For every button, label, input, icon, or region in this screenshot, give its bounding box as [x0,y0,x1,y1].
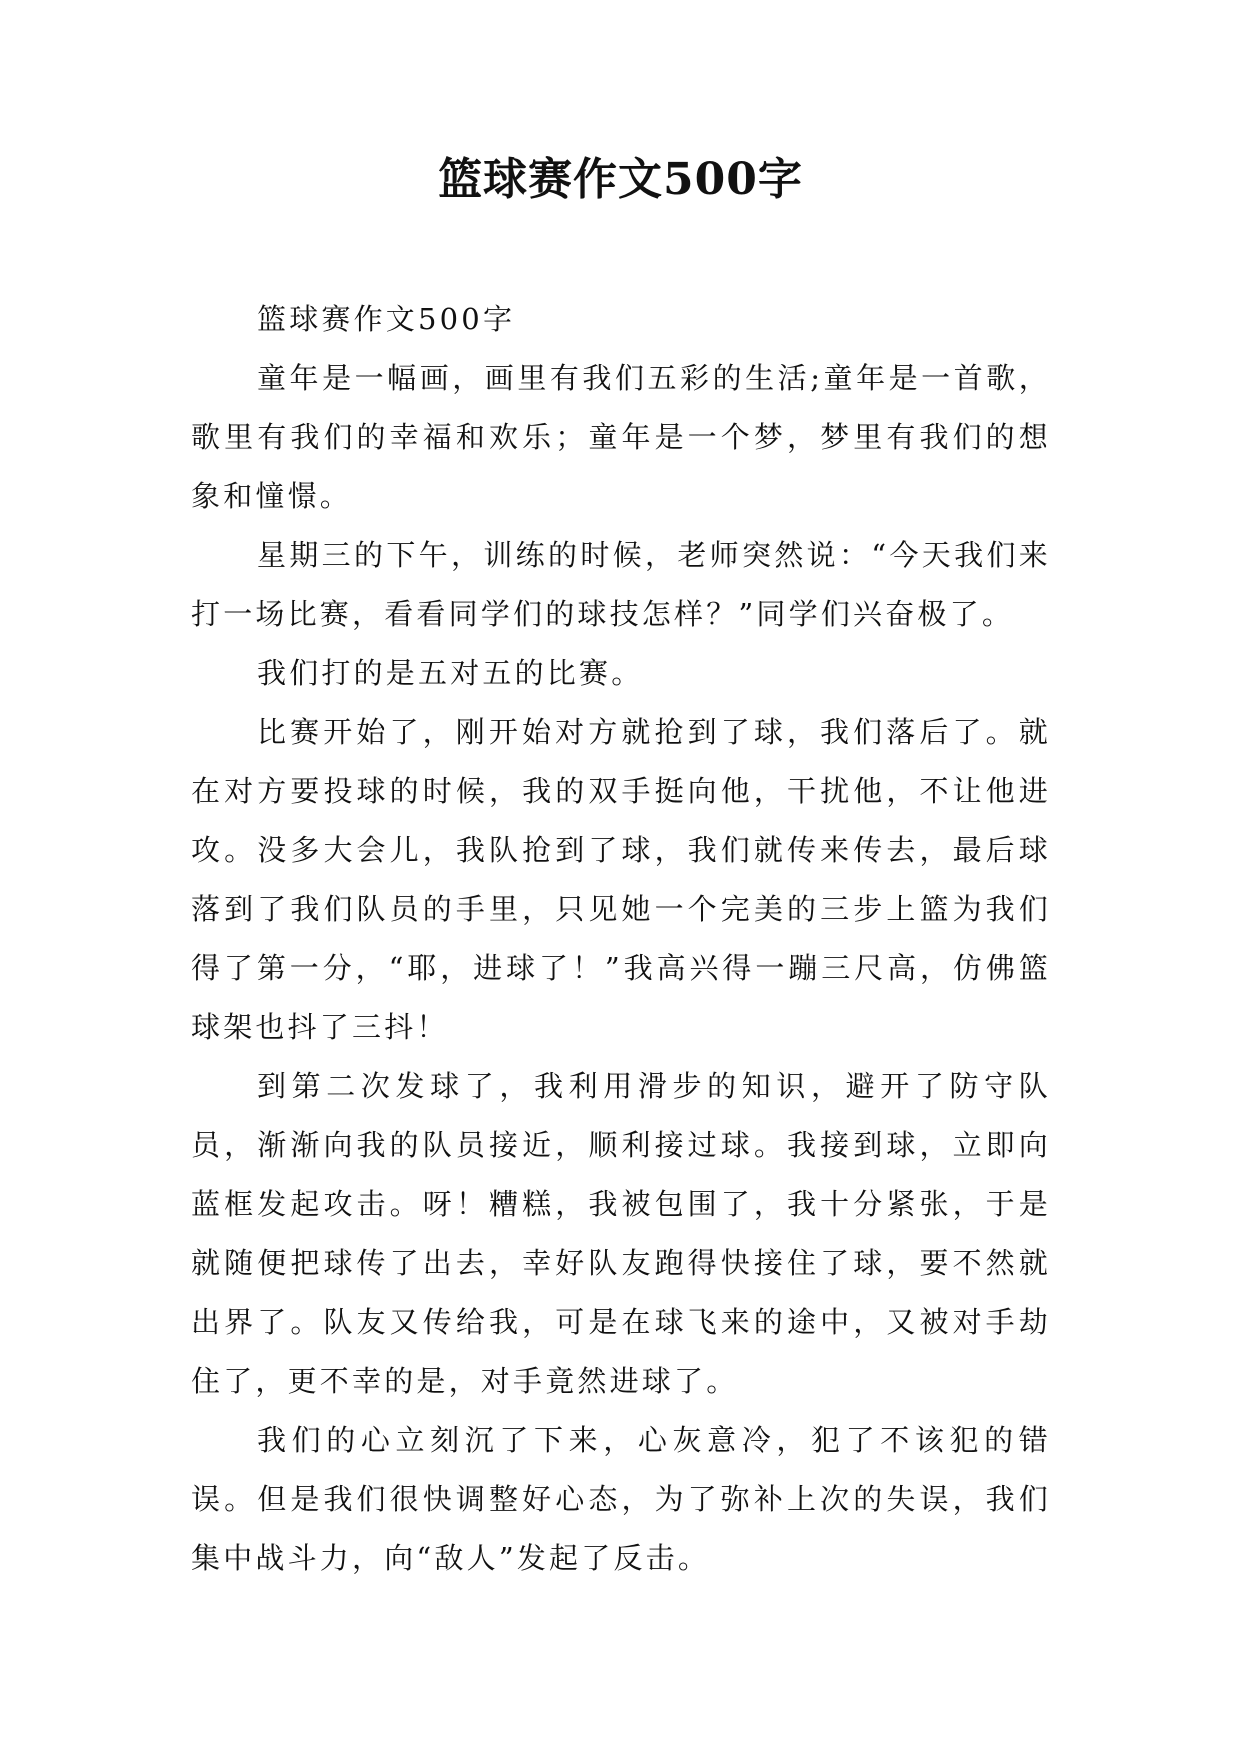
paragraph-second-serve: 到第二次发球了，我利用滑步的知识，避开了防守队员，渐渐向我的队员接近，顺利接过球。我接到球，立即向蓝框发起攻击。呀！糟糕，我被包围了，我十分紧张，于是就随便把球传了出去，幸好队友跑得快接住了球，要不然就出界了。队友又传给我，可是在球飞来的途中，又被对手劫住了，更不幸的是，对手竟然进球了。 [191,1069,1051,1398]
paragraph-counterattack: 我们的心立刻沉了下来，心灰意冷，犯了不该犯的错误。但是我们很快调整好心态，为了弥补上次的失误，我们集中战斗力，向“敌人”发起了反击。 [191,1423,1051,1575]
document-title: 篮球赛作文500字 [438,154,803,205]
paragraph-game-start: 比赛开始了，刚开始对方就抢到了球，我们落后了。就在对方要投球的时候，我的双手挺向他，干扰他，不让他进攻。没多大会儿，我队抢到了球，我们就传来传去，最后球落到了我们队员的手里，只见她一个完美的三步上篮为我们得了第一分，“耶，进球了！”我高兴得一蹦三尺高，仿佛篮球架也抖了三抖！ [191,715,1051,1044]
document-body [191,290,1051,1588]
paragraph-wednesday: 星期三的下午，训练的时候，老师突然说：“今天我们来打一场比赛，看看同学们的球技怎样？”同学们兴奋极了。 [191,538,1051,631]
paragraph-five-on-five: 我们打的是五对五的比赛。 [257,656,644,690]
paragraph-childhood: 童年是一幅画，画里有我们五彩的生活;童年是一首歌，歌里有我们的幸福和欢乐；童年是一个梦，梦里有我们的想象和憧憬。 [191,361,1051,513]
paragraph-subtitle: 篮球赛作文500字 [257,302,516,336]
